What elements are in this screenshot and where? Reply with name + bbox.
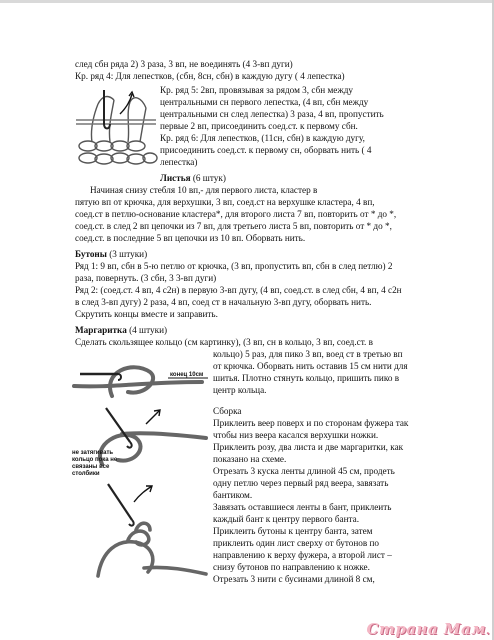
text-line: каждый бант к центру первого банта. (213, 514, 360, 524)
text-line: направлению к верху фужера, а второй лист – (213, 550, 392, 560)
section-heading-assembly: Сборка (213, 406, 242, 416)
heading-count: (3 штуки) (106, 249, 148, 259)
text-line: Кр. ряд 5: 2вп, провязывая за рядом 3, сбн между (160, 85, 353, 95)
heading-count: (4 штуки) (126, 325, 168, 335)
text-line: Кр. ряд 6: Для лепестков, (11сн, сбн) в каждую дугу, (160, 133, 365, 143)
text-line: Сделать скользящее кольцо (см картинку), (3 вп, сн в кольцо, 3 вп, соед.ст. в (75, 337, 373, 347)
figure-note-line3: связаны все (72, 464, 110, 470)
text-line: Приклеить бутоны к центру банта, затем (213, 526, 373, 536)
text-line: соед.ст. в последние 5 вп цепочки из 10 вп. Оборвать нить. (75, 233, 306, 243)
section-heading-buds (75, 248, 147, 260)
figure-label-end: конец 10см (170, 372, 204, 378)
figure-note-line2: кольцо пока не (72, 457, 118, 463)
text-line: первые 2 вп, присоединить соед.ст. к первому сбн. (160, 121, 358, 131)
heading-bold: Маргаритка (75, 325, 127, 335)
text-line: Ряд 2: (соед.ст. 4 вп, 4 с2н) в первую 3-вп дугу, (4 вп, соед.ст. в след сбн, 4 вп, 4 с2н (75, 285, 402, 295)
heading-count: (6 штук) (190, 173, 226, 183)
text-line: соед.ст. в след 2 вп цепочки из 7 вп, для третьего листа 5 вп, повторить от * до *, (75, 221, 392, 231)
magic-ring-step1-illustration (72, 352, 210, 404)
heading-bold: Листья (160, 173, 191, 183)
text-line: от крючка. Оборвать нить оставив 15 см нити для (213, 361, 408, 371)
text-line: показано на схеме. (213, 454, 287, 464)
section-heading-daisy (75, 324, 167, 336)
text-line: центральными сн след лепестка) 3 раза, 4 вп, пропустить (160, 109, 384, 119)
text-line: снизу бутонов по направлению к ножке. (213, 562, 370, 572)
text-line: Скрутить концы вместе и заправить. (75, 309, 218, 319)
text-line: Отрезать 3 нити с бусинами длиной 8 см, (213, 574, 375, 584)
text-line: соед.ст в петлю-основание кластера*, для второго листа 7 вп, повторить от * до *, (75, 209, 397, 219)
text-line: бантиком. (213, 490, 253, 500)
text-line: след сбн ряда 2) 3 раза, 3 вп, не воединять (4 3-вп дуги) (75, 59, 293, 69)
text-line: центр кольца. (213, 385, 267, 395)
stitch-diagram-illustration (74, 84, 158, 176)
page-top-border (0, 0, 494, 3)
section-heading-leaves (160, 172, 226, 184)
figure-note-line4: столбики (72, 471, 100, 477)
text-line: пятую вп от крючка, для верхушки, 3 вп, соед.ст на верхушке кластера, 4 вп, (75, 197, 375, 207)
magic-ring-step2-illustration (72, 404, 210, 470)
magic-ring-step3-illustration (88, 480, 208, 580)
text-line: Завязать оставшиеся ленты в бант, приклеить (213, 502, 392, 512)
text-line: Отрезать 3 куска ленты длиной 45 см, продеть (213, 466, 395, 476)
site-watermark-logo (367, 620, 490, 638)
text-line: Кр. ряд 4: Для лепестков, (сбн, 8сн, сбн) в каждую дугу ( 4 лепестка) (75, 71, 345, 81)
text-line: Начиная снизу стебля 10 вп,- для первого листа, кластер в (90, 185, 318, 195)
text-line: Ряд 1: 9 вп, сбн в 5-ю петлю от крючка, (3 вп, пропустить вп, сбн в след петлю) 2 (75, 261, 393, 271)
text-line: Приклеить розу, два листа и две маргаритки, как (213, 442, 404, 452)
text-line: Приклеить веер поверх и по сторонам фужера так (213, 418, 409, 428)
text-line: одну петлю через первый ряд веера, завязать (213, 478, 389, 488)
figure-note-line1: не затягивать (72, 450, 114, 456)
watermark-text: Страна Мам (366, 620, 487, 638)
heading-bold: Бутоны (75, 249, 107, 259)
text-line: приклеить один лист сверху от бутонов по (213, 538, 380, 548)
text-line: чтобы низ веера касался верхушки ножки. (213, 430, 379, 440)
figure-note-continued (72, 468, 132, 478)
text-line: присоединить соед.ст. к первому сн, оборвать нить ( 4 (160, 145, 372, 155)
text-line: центральными сн первого лепестка, (4 вп, сбн между (160, 97, 369, 107)
watermark-dot: . (486, 626, 490, 637)
text-line: в след 3-вп дугу) 2 раза, 4 вп, соед ст в начальную 3-вп дугу, оборвать нить. (75, 297, 372, 307)
text-line: шитья. Плотно стянуть кольцо, пришить пико в (213, 373, 400, 383)
text-line: лепестка) (160, 157, 198, 167)
text-line: раза, повернуть. (3 сбн, 3 3-вп дуги) (75, 273, 217, 283)
text-line: кольцо) 5 раз, для пико 3 вп, воед ст в третью вп (213, 349, 403, 359)
